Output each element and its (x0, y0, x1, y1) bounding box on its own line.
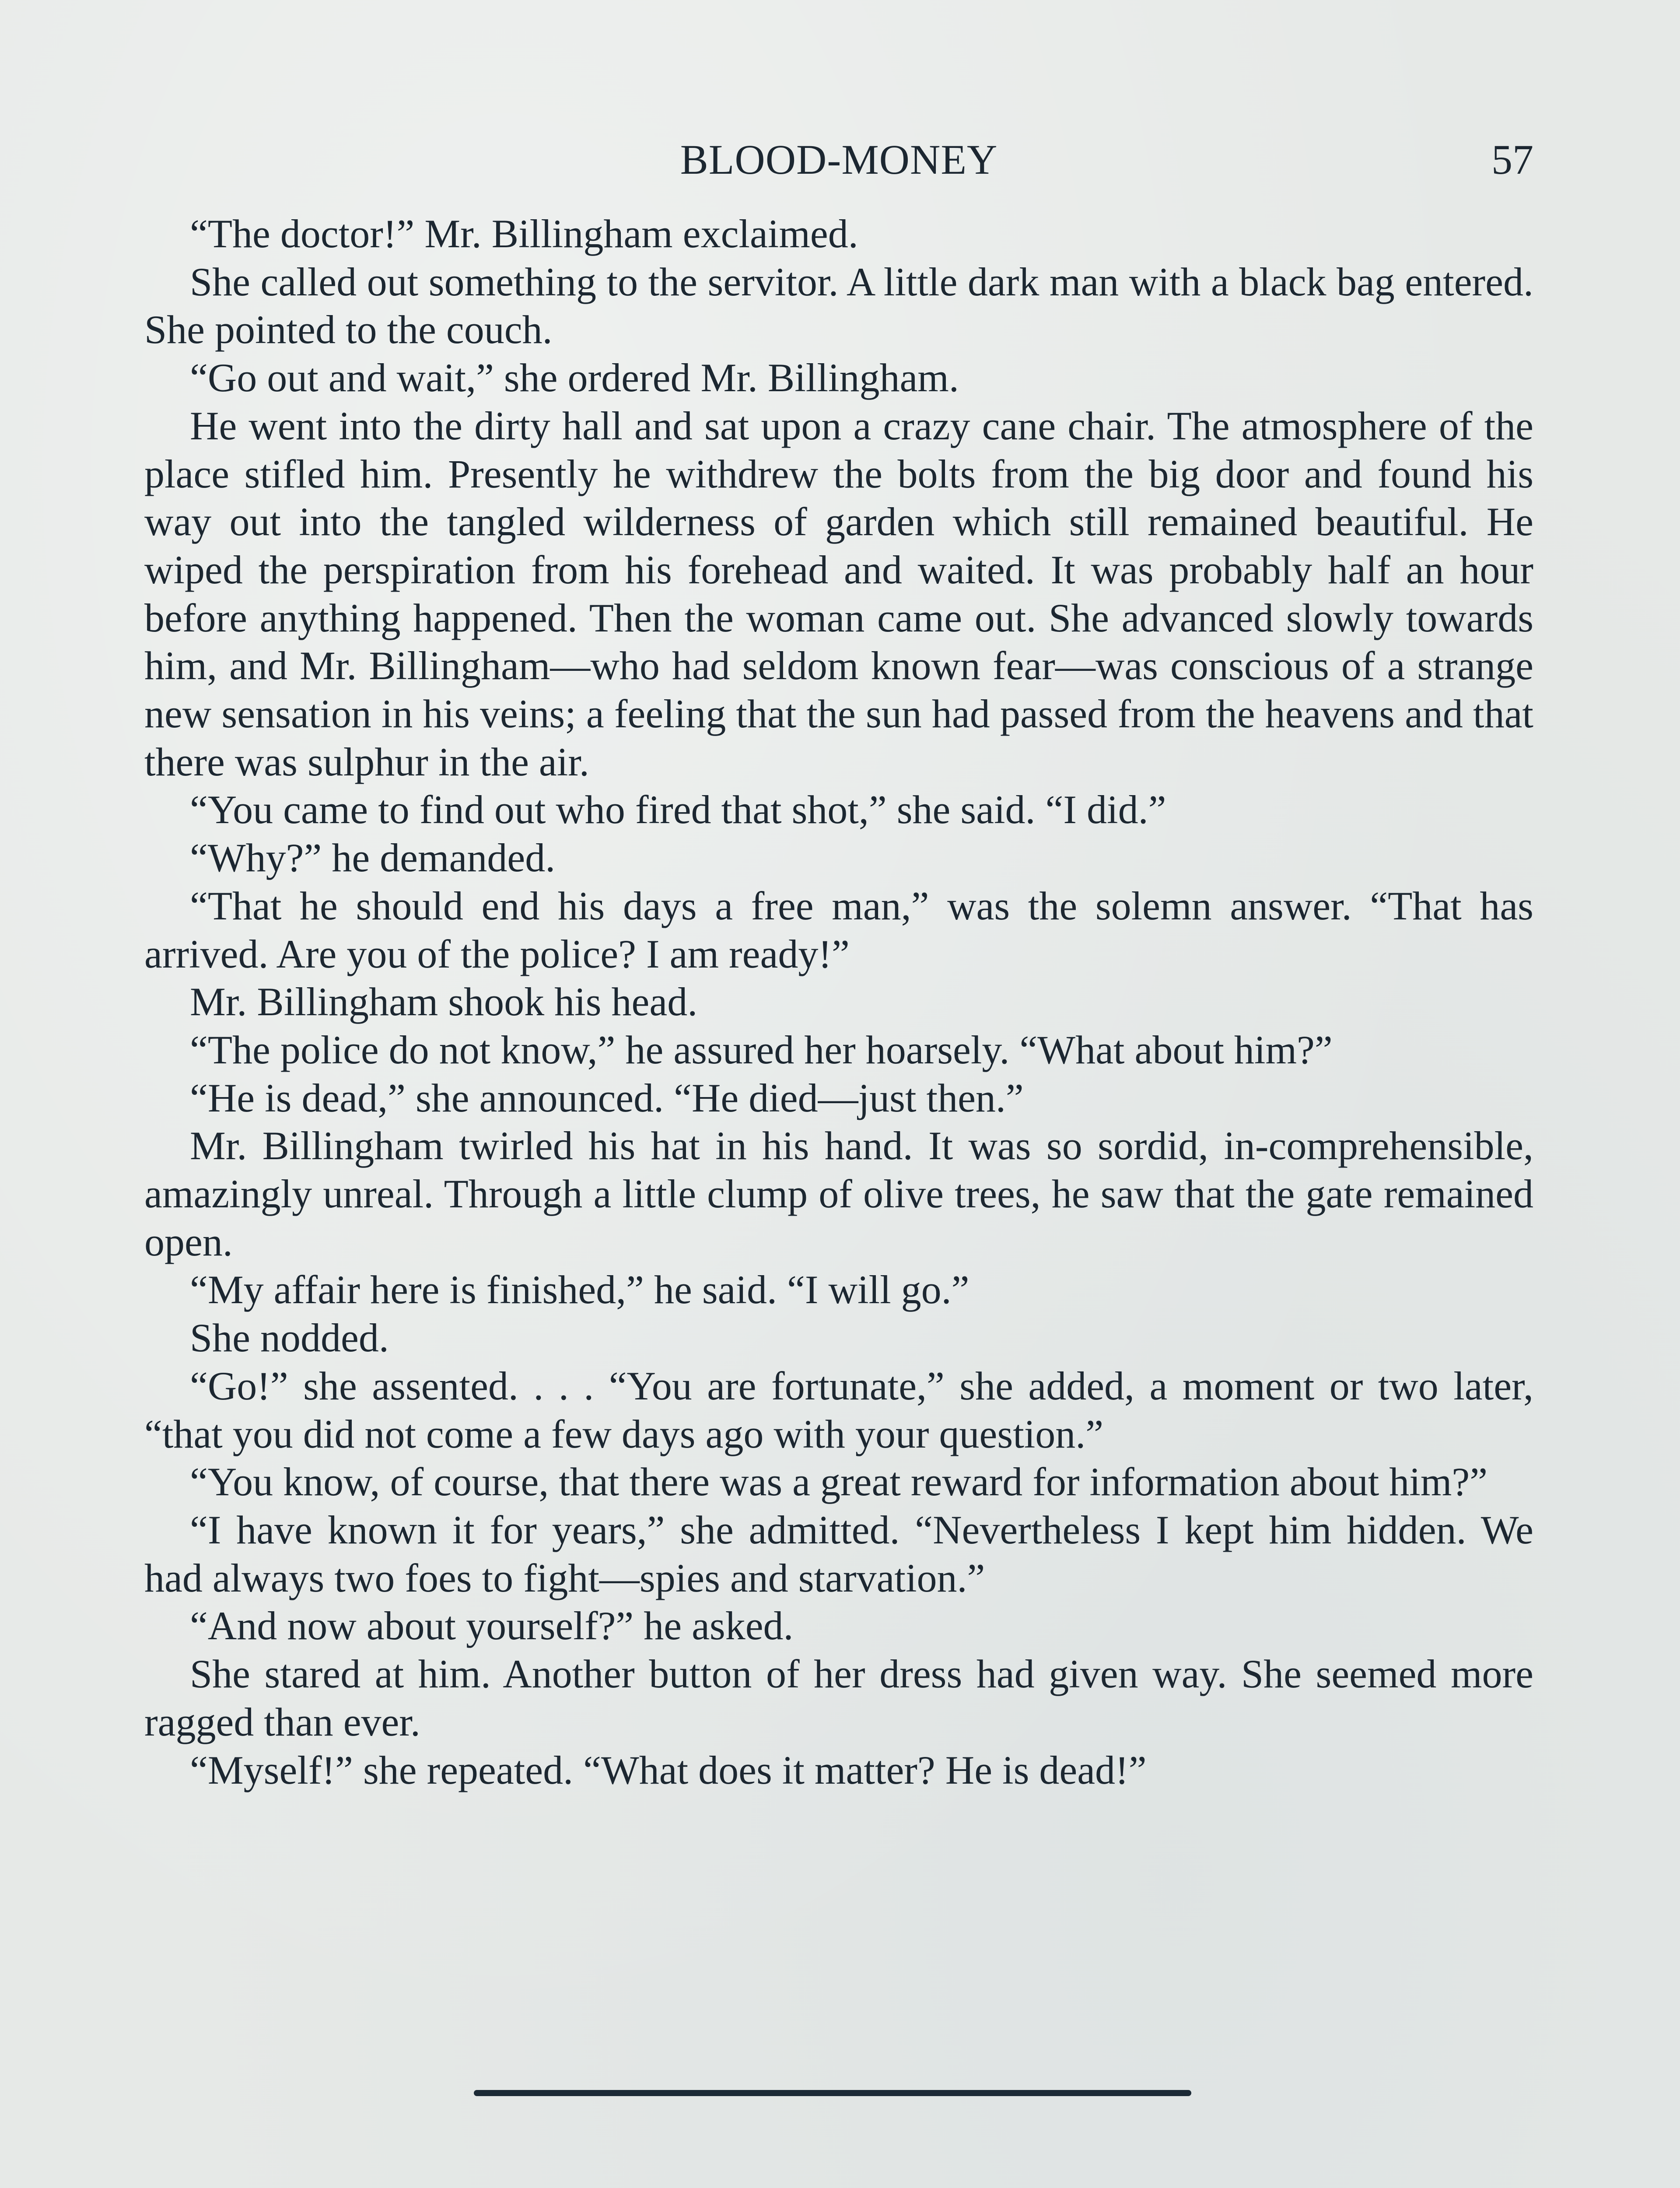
end-of-story-rule (474, 2090, 1191, 2096)
paragraph: “My affair here is finished,” he said. “I will go.” (190, 1267, 970, 1312)
paragraph: “Go out and wait,” she ordered Mr. Billingham. (190, 355, 959, 400)
story-text (144, 210, 1533, 1794)
paragraph: She called out something to the servitor. A little dark man with a black bag entered. She pointed to the couch. (144, 259, 1533, 352)
paragraph: “I have known it for years,” she admitted. “Nevertheless I kept him hidden. We had always two foes to fight—spies and starvation.” (144, 1507, 1533, 1600)
paragraph: “You know, of course, that there was a great reward for information about him?” (190, 1459, 1488, 1504)
running-title: BLOOD-MONEY (680, 136, 998, 183)
paragraph: Mr. Billingham twirled his hat in his hand. It was so sordid, in-comprehensible, amazingly unreal. Through a little clump of olive trees, he saw that the gate remained open. (144, 1123, 1533, 1264)
paragraph: He went into the dirty hall and sat upon a crazy cane chair. The atmosphere of the place stifled him. Presently he withdrew the bolts from the big door and found his way out into the tangled wilderness of garden which still remained beautiful. He wiped the perspiration from his forehead and waited. It was probably half an hour before anything happened. Then the woman came out. She advanced slowly towards him, and Mr. Billingham—who had seldom known fear—was conscious of a strange new sensation in his veins; a feeling that the sun had passed from the heavens and that there was sulphur in the air. (144, 403, 1533, 784)
paragraph: “Go!” she assented. . . . “You are fortunate,” she added, a moment or two later, “that you did not come a few days ago with your question.” (144, 1363, 1533, 1456)
paragraph: “Myself!” she repeated. “What does it matter? He is dead!” (190, 1747, 1147, 1792)
page-number: 57 (1491, 136, 1533, 183)
paragraph: She nodded. (190, 1315, 389, 1360)
paragraph: “He is dead,” she announced. “He died—just then.” (190, 1075, 1024, 1120)
paragraph: Mr. Billingham shook his head. (190, 979, 698, 1024)
paragraph: “The police do not know,” he assured her hoarsely. “What about him?” (190, 1027, 1333, 1072)
paragraph: “You came to find out who fired that shot,” she said. “I did.” (190, 787, 1166, 832)
page-header (144, 131, 1533, 188)
paragraph: “That he should end his days a free man,” was the solemn answer. “That has arrived. Are you of the police? I am ready!” (144, 883, 1533, 976)
paragraph: “And now about yourself?” he asked. (190, 1603, 794, 1648)
paragraph: “The doctor!” Mr. Billingham exclaimed. (190, 211, 858, 256)
paragraph: She stared at him. Another button of her dress had given way. She seemed more ragged than ever. (144, 1652, 1533, 1744)
paragraph: “Why?” he demanded. (190, 835, 556, 880)
